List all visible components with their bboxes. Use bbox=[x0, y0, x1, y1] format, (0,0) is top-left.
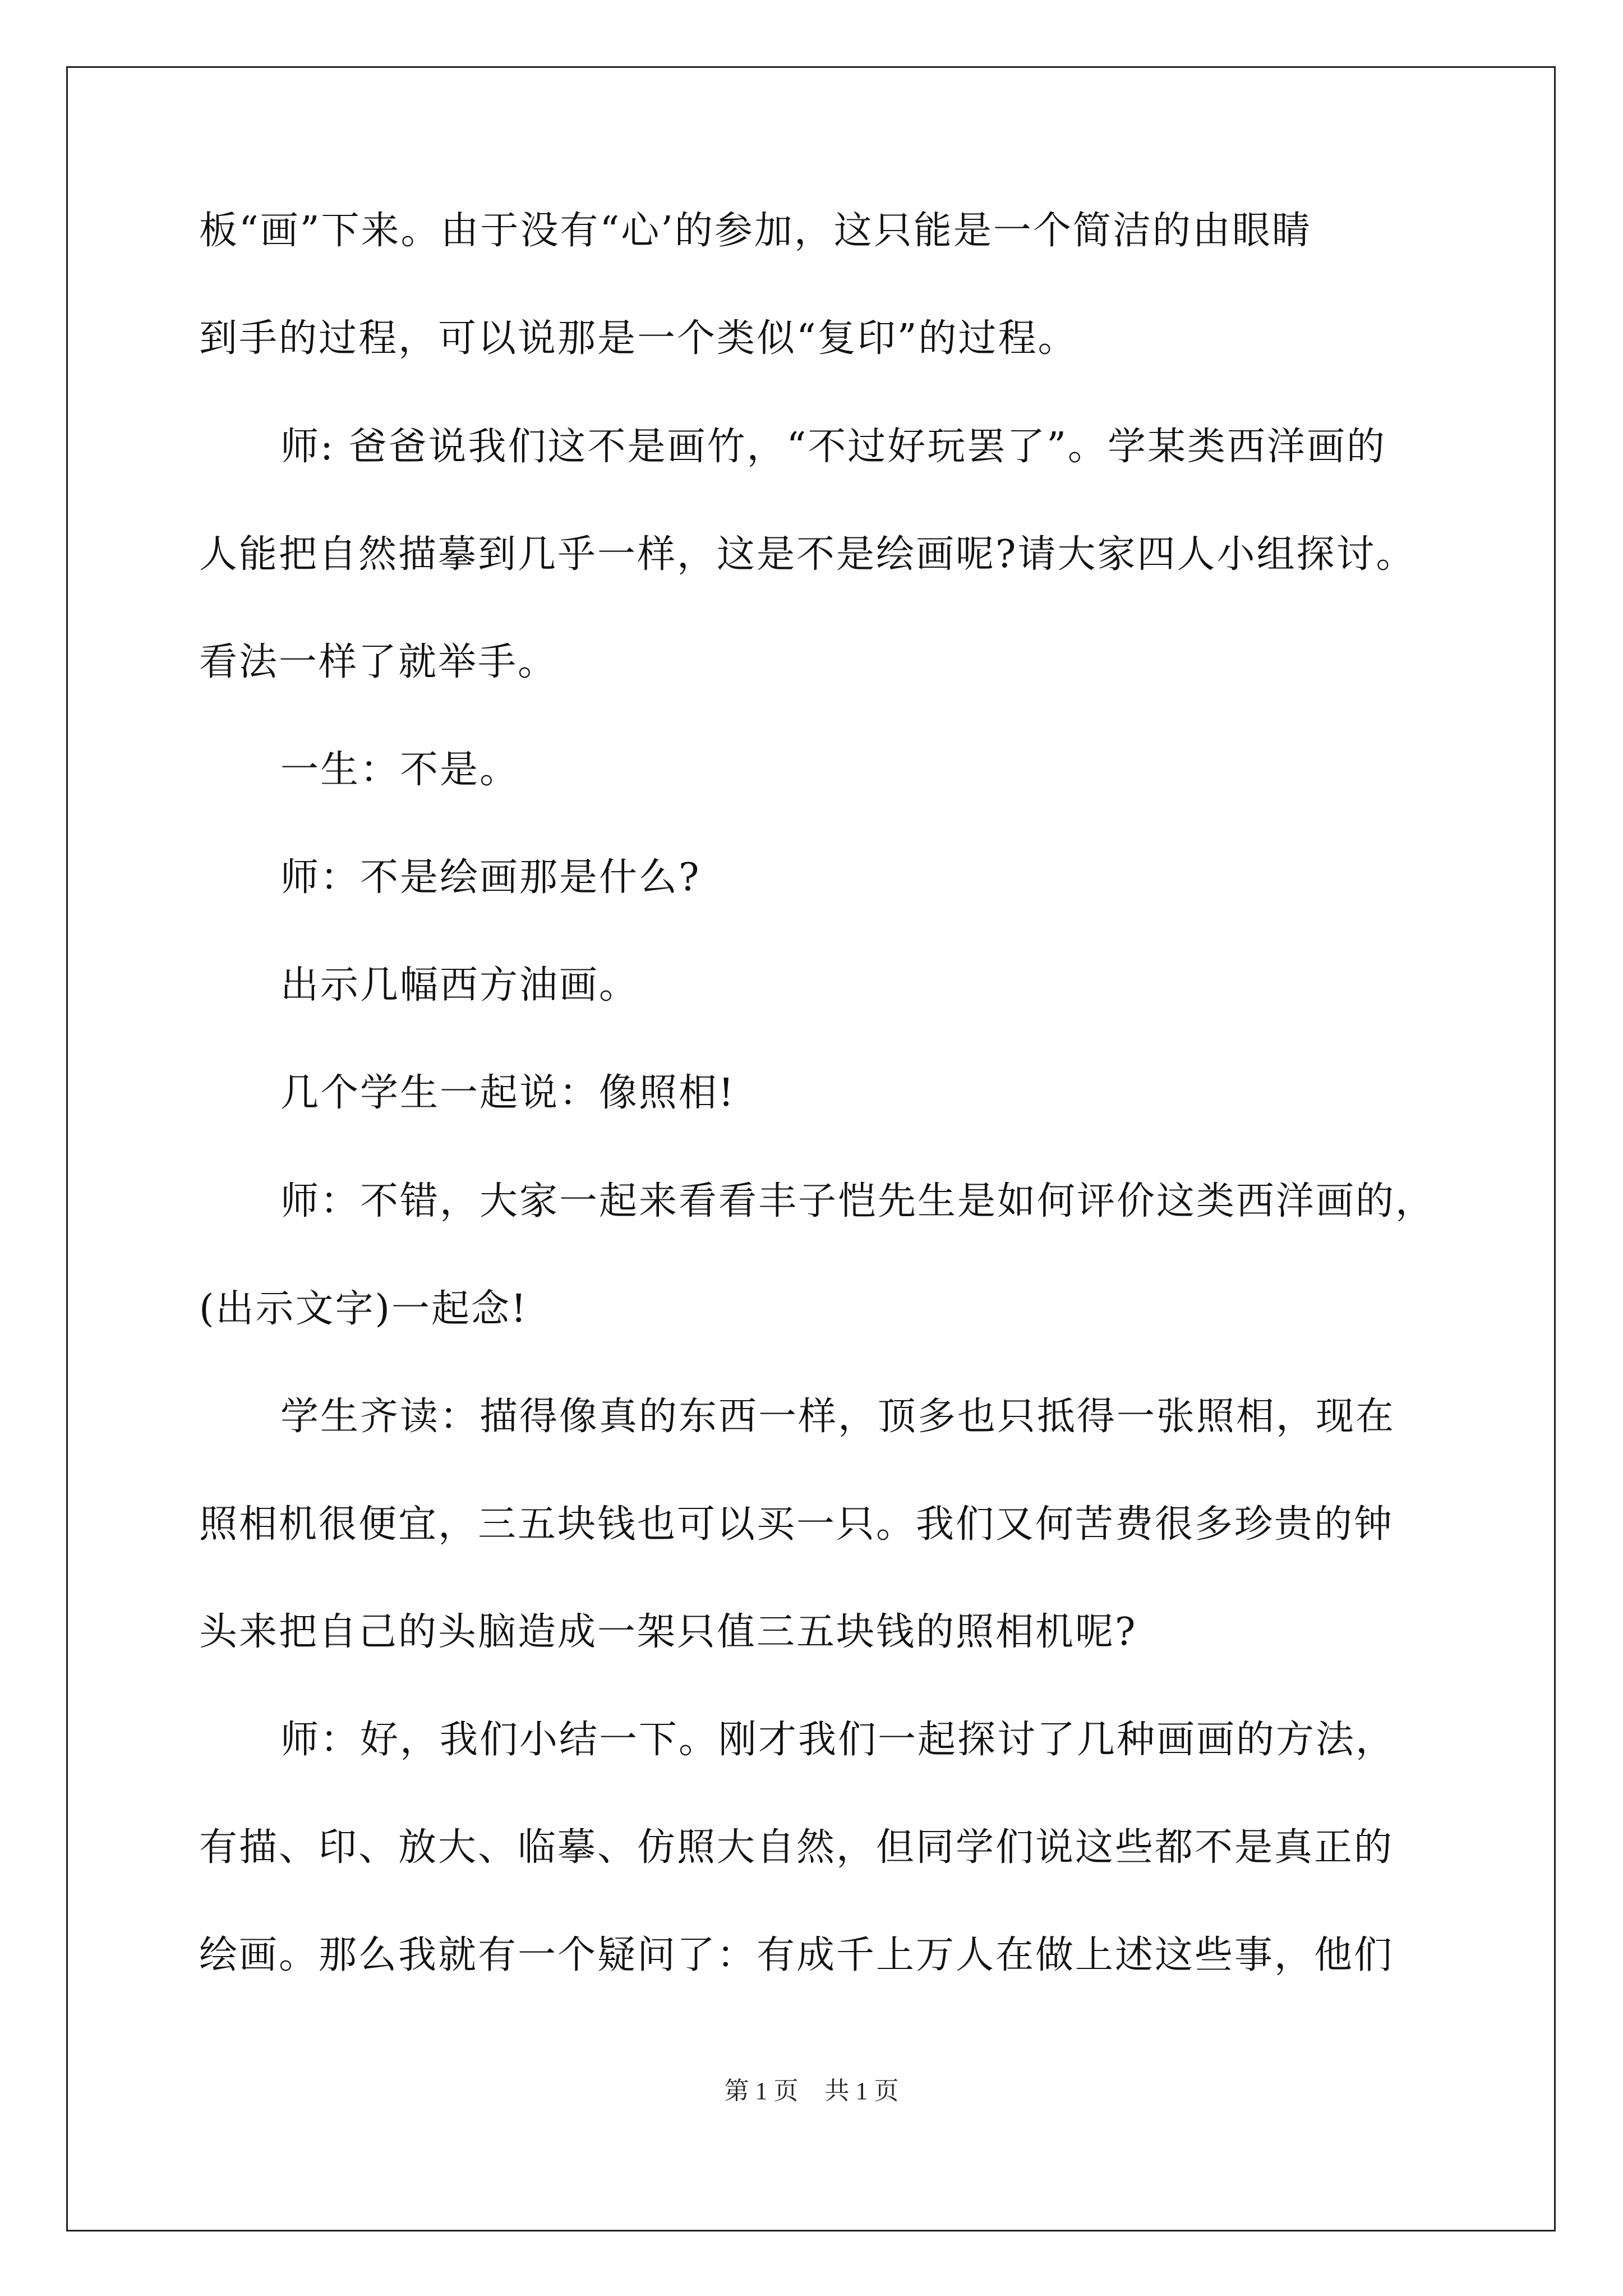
page-border bbox=[66, 66, 1556, 2231]
text-line: 照相机很便宜，三五块钱也可以买一只。我们又何苦费很多珍贵的钟 bbox=[199, 1502, 1394, 1547]
paragraph-first-line: 学生齐读：描得像真的东西一样，顶多也只抵得一张照相，现在 bbox=[280, 1395, 1396, 1439]
text-line: 头来把自己的头脑造成一架只值三五块钱的照相机呢? bbox=[199, 1610, 1137, 1654]
paragraph-first-line: 一生：不是。 bbox=[280, 748, 520, 792]
paragraph-first-line: 师：不错，大家一起来看看丰子恺先生是如何评价这类西洋画的， bbox=[280, 1179, 1436, 1223]
paragraph-first-line: 出示几幅西方油画。 bbox=[280, 963, 639, 1007]
text-line: 有描、印、放大、临摹、仿照大自然，但同学们说这些都不是真正的 bbox=[199, 1825, 1394, 1870]
text-line: (出示文字)一起念! bbox=[199, 1287, 528, 1331]
paragraph-first-line: 师：好，我们小结一下。刚才我们一起探讨了几种画画的方法， bbox=[280, 1718, 1396, 1762]
text-line: 人能把自然描摹到几乎一样，这是不是绘画呢?请大家四人小组探讨。 bbox=[199, 532, 1416, 577]
page-number-current: 第 1 页 bbox=[724, 2077, 799, 2105]
page-footer bbox=[0, 2074, 1623, 2108]
paragraph-first-line: 师：不是绘画那是什么? bbox=[280, 855, 701, 900]
text-line: 看法一样了就举手。 bbox=[199, 640, 558, 684]
paragraph-first-line: 师: 爸爸说我们这不是画竹，“不过好玩罢了”。学某类西洋画的 bbox=[280, 425, 1387, 469]
page-number-total: 共 1 页 bbox=[824, 2077, 899, 2105]
paragraph-first-line: 几个学生一起说：像照相! bbox=[280, 1071, 736, 1115]
text-line: 板“画”下来。由于没有“心’的参加，这只能是一个简洁的由眼睛 bbox=[199, 209, 1312, 253]
text-line: 绘画。那么我就有一个疑问了：有成千上万人在做上述这些事，他们 bbox=[199, 1933, 1394, 1977]
text-line: 到手的过程，可以说那是一个类似“复印”的过程。 bbox=[199, 316, 1078, 361]
